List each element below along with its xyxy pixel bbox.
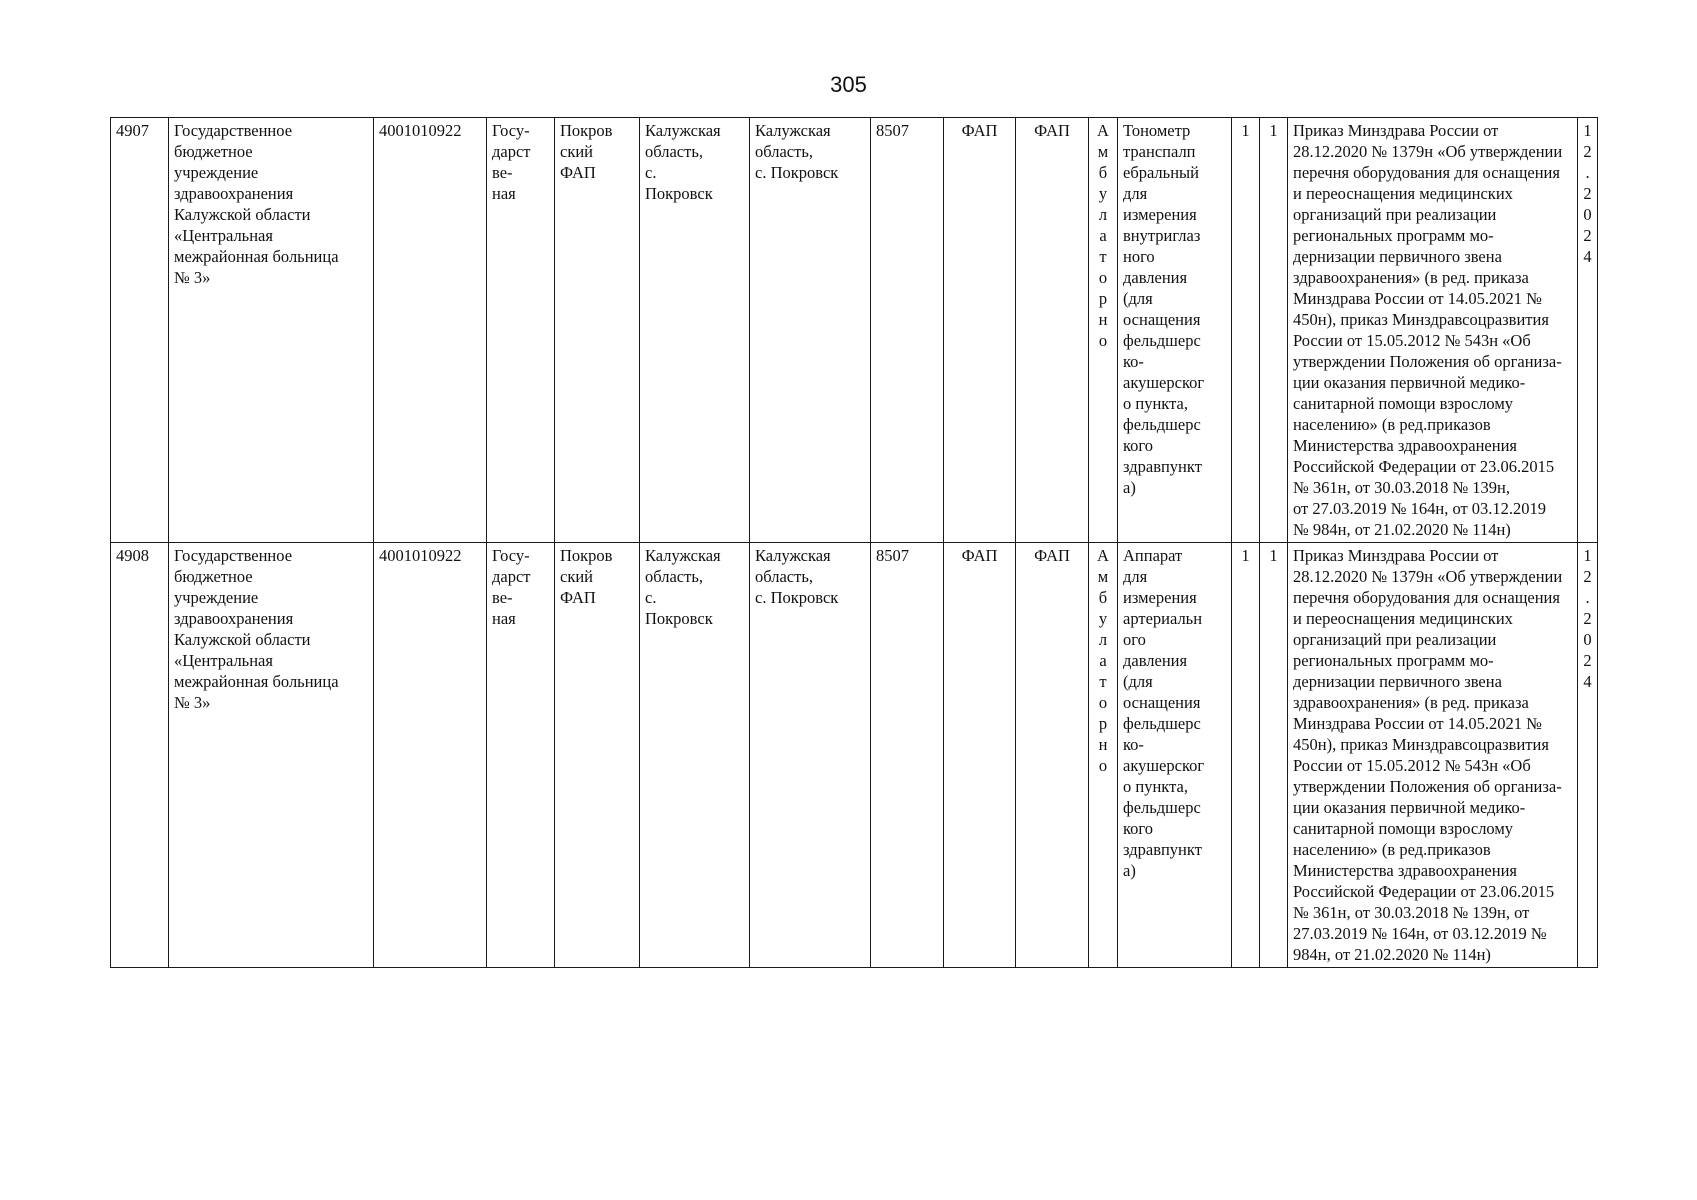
equipment-line: акушерског bbox=[1123, 373, 1205, 392]
row-id-cell bbox=[111, 543, 169, 968]
term-cell bbox=[1578, 543, 1598, 968]
equipment-line: ного bbox=[1123, 247, 1155, 266]
mode-letter: б bbox=[1098, 163, 1108, 182]
unit-line: ФАП bbox=[560, 588, 596, 607]
equipment-line: ого bbox=[1123, 630, 1146, 649]
equipment-cell bbox=[1118, 118, 1232, 543]
location-line: с. Покровск bbox=[755, 163, 839, 182]
institution-line: Государственное bbox=[174, 121, 293, 140]
institution-line: межрайонная больница bbox=[174, 672, 339, 691]
mode-letter: м bbox=[1097, 142, 1109, 161]
legal-basis-line: 28.12.2020 № 1379н «Об утверждении bbox=[1293, 142, 1563, 161]
type-a-cell bbox=[944, 543, 1016, 968]
legal-basis-line: и переоснащения медицинских bbox=[1293, 609, 1513, 628]
mode-letter: м bbox=[1097, 567, 1109, 586]
code-cell bbox=[871, 118, 944, 543]
qty-2-text: 1 bbox=[1269, 546, 1278, 565]
institution-line: учреждение bbox=[174, 588, 259, 607]
equipment-line: измерения bbox=[1123, 205, 1197, 224]
equipment-line: для bbox=[1123, 567, 1148, 586]
legal-basis-line: региональных программ мо- bbox=[1293, 651, 1494, 670]
mode-letter: А bbox=[1097, 121, 1109, 140]
mode-letter: о bbox=[1098, 693, 1108, 712]
ownership-cell bbox=[487, 118, 555, 543]
legal-basis-cell bbox=[1288, 543, 1578, 968]
page-number: 305 bbox=[830, 72, 867, 97]
equipment-line: давления bbox=[1123, 268, 1188, 287]
type-b-text: ФАП bbox=[1034, 546, 1070, 565]
legal-basis-line: ции оказания первичной медико- bbox=[1293, 373, 1526, 392]
legal-basis-line: № 984н, от 21.02.2020 № 114н) bbox=[1293, 520, 1511, 539]
legal-basis-line: здравоохранения» (в ред. приказа bbox=[1293, 268, 1529, 287]
ownership-line: дарст bbox=[492, 567, 531, 586]
mode-cell bbox=[1089, 118, 1118, 543]
institution-line: № 3» bbox=[174, 693, 211, 712]
legal-basis-line: перечня оборудования для оснащения bbox=[1293, 163, 1560, 182]
mode-letter: л bbox=[1098, 205, 1108, 224]
qty-1-cell bbox=[1232, 118, 1260, 543]
institution-line: № 3» bbox=[174, 268, 211, 287]
row-id-text: 4908 bbox=[116, 546, 149, 565]
code-text: 8507 bbox=[876, 546, 909, 565]
equipment-line: кого bbox=[1123, 436, 1154, 455]
equipment-line: измерения bbox=[1123, 588, 1197, 607]
institution-line: Калужской области bbox=[174, 205, 311, 224]
legal-basis-line: утверждении Положения об организа- bbox=[1293, 777, 1562, 796]
mode-letter: т bbox=[1099, 672, 1107, 691]
ownership-line: ве- bbox=[492, 163, 513, 182]
qty-2-cell bbox=[1260, 118, 1288, 543]
equipment-line: оснащения bbox=[1123, 310, 1201, 329]
unit-cell bbox=[555, 543, 640, 968]
legal-basis-line: санитарной помощи взрослому bbox=[1293, 819, 1514, 838]
institution-line: Государственное bbox=[174, 546, 293, 565]
equipment-line: Аппарат bbox=[1123, 546, 1183, 565]
qty-1-text: 1 bbox=[1241, 121, 1250, 140]
mode-letter: н bbox=[1098, 310, 1108, 329]
legal-basis-line: дернизации первичного звена bbox=[1293, 672, 1502, 691]
legal-basis-line: Приказ Минздрава России от bbox=[1293, 121, 1499, 140]
legal-basis-line: утверждении Положения об организа- bbox=[1293, 352, 1562, 371]
unit-line: Покров bbox=[560, 546, 613, 565]
equipment-line: артериальн bbox=[1123, 609, 1203, 628]
address-line: Покровск bbox=[645, 609, 713, 628]
equipment-line: о пункта, bbox=[1123, 777, 1188, 796]
legal-basis-cell bbox=[1288, 118, 1578, 543]
institution-line: бюджетное bbox=[174, 142, 253, 161]
legal-basis-line: 28.12.2020 № 1379н «Об утверждении bbox=[1293, 567, 1563, 586]
qty-2-text: 1 bbox=[1269, 121, 1278, 140]
legal-basis-line: и переоснащения медицинских bbox=[1293, 184, 1513, 203]
legal-basis-line: Министерства здравоохранения bbox=[1293, 436, 1518, 455]
inn-text: 4001010922 bbox=[379, 546, 462, 565]
legal-basis-line: 450н), приказ Минздравсоцразвития bbox=[1293, 310, 1549, 329]
mode-letter: р bbox=[1098, 289, 1108, 308]
equipment-line: (для bbox=[1123, 289, 1153, 308]
equipment-table bbox=[110, 117, 1598, 968]
mode-letter: р bbox=[1098, 714, 1108, 733]
legal-basis-line: санитарной помощи взрослому bbox=[1293, 394, 1514, 413]
ownership-line: дарст bbox=[492, 142, 531, 161]
unit-line: ФАП bbox=[560, 163, 596, 182]
equipment-line: а) bbox=[1123, 861, 1136, 880]
mode-letter: о bbox=[1098, 331, 1108, 350]
legal-basis-line: Министерства здравоохранения bbox=[1293, 861, 1518, 880]
equipment-line: а) bbox=[1123, 478, 1136, 497]
legal-basis-line: Минздрава России от 14.05.2021 № bbox=[1293, 289, 1542, 308]
code-cell bbox=[871, 543, 944, 968]
mode-letter: у bbox=[1098, 609, 1108, 628]
row-id-text: 4907 bbox=[116, 121, 149, 140]
mode-letter: л bbox=[1098, 630, 1108, 649]
equipment-line: оснащения bbox=[1123, 693, 1201, 712]
unit-line: Покров bbox=[560, 121, 613, 140]
type-b-text: ФАП bbox=[1034, 121, 1070, 140]
equipment-line: для bbox=[1123, 184, 1148, 203]
mode-cell bbox=[1089, 543, 1118, 968]
equipment-line: внутриглаз bbox=[1123, 226, 1201, 245]
location-cell bbox=[750, 543, 871, 968]
institution-line: здравоохранения bbox=[174, 184, 294, 203]
equipment-line: ко- bbox=[1123, 352, 1144, 371]
legal-basis-line: ции оказания первичной медико- bbox=[1293, 798, 1526, 817]
location-line: область, bbox=[755, 142, 813, 161]
legal-basis-line: населению» (в ред.приказов bbox=[1293, 415, 1491, 434]
mode-letter: А bbox=[1097, 546, 1109, 565]
type-a-cell bbox=[944, 118, 1016, 543]
legal-basis-line: России от 15.05.2012 № 543н «Об bbox=[1293, 331, 1531, 350]
location-line: Калужская bbox=[755, 546, 831, 565]
inn-text: 4001010922 bbox=[379, 121, 462, 140]
equipment-line: здравпункт bbox=[1123, 457, 1202, 476]
type-a-text: ФАП bbox=[961, 121, 998, 140]
location-line: Калужская bbox=[755, 121, 831, 140]
legal-basis-line: организаций при реализации bbox=[1293, 630, 1497, 649]
institution-line: «Центральная bbox=[174, 651, 273, 670]
legal-basis-line: Российской Федерации от 23.06.2015 bbox=[1293, 882, 1555, 901]
legal-basis-line: 450н), приказ Минздравсоцразвития bbox=[1293, 735, 1549, 754]
legal-basis-line: населению» (в ред.приказов bbox=[1293, 840, 1491, 859]
table-row bbox=[111, 543, 1598, 968]
equipment-line: транспалп bbox=[1123, 142, 1196, 161]
equipment-line: о пункта, bbox=[1123, 394, 1188, 413]
mode-letter: а bbox=[1099, 226, 1107, 245]
mode-letter: а bbox=[1099, 651, 1107, 670]
unit-cell bbox=[555, 118, 640, 543]
address-line: Калужская bbox=[645, 546, 721, 565]
legal-basis-line: Российской Федерации от 23.06.2015 bbox=[1293, 457, 1555, 476]
legal-basis-line: Минздрава России от 14.05.2021 № bbox=[1293, 714, 1542, 733]
equipment-line: ко- bbox=[1123, 735, 1144, 754]
mode-letter: у bbox=[1098, 184, 1108, 203]
mode-letter: т bbox=[1099, 247, 1107, 266]
equipment-cell bbox=[1118, 543, 1232, 968]
mode-letter: о bbox=[1098, 268, 1108, 287]
legal-basis-line: региональных программ мо- bbox=[1293, 226, 1494, 245]
legal-basis-line: дернизации первичного звена bbox=[1293, 247, 1502, 266]
institution-line: межрайонная больница bbox=[174, 247, 339, 266]
location-line: с. Покровск bbox=[755, 588, 839, 607]
unit-line: ский bbox=[560, 567, 593, 586]
code-text: 8507 bbox=[876, 121, 909, 140]
legal-basis-line: здравоохранения» (в ред. приказа bbox=[1293, 693, 1529, 712]
qty-1-text: 1 bbox=[1241, 546, 1250, 565]
qty-1-cell bbox=[1232, 543, 1260, 968]
term-cell bbox=[1578, 118, 1598, 543]
ownership-line: ная bbox=[492, 184, 516, 203]
equipment-line: давления bbox=[1123, 651, 1188, 670]
legal-basis-line: организаций при реализации bbox=[1293, 205, 1497, 224]
institution-line: бюджетное bbox=[174, 567, 253, 586]
inn-cell bbox=[374, 543, 487, 968]
equipment-line: кого bbox=[1123, 819, 1154, 838]
type-a-text: ФАП bbox=[961, 546, 998, 565]
legal-basis-line: перечня оборудования для оснащения bbox=[1293, 588, 1560, 607]
location-line: область, bbox=[755, 567, 813, 586]
equipment-line: фельдшерс bbox=[1123, 798, 1201, 817]
term-line: 2024 bbox=[1583, 184, 1592, 266]
equipment-line: фельдшерс bbox=[1123, 714, 1201, 733]
type-b-cell bbox=[1016, 118, 1089, 543]
equipment-line: фельдшерс bbox=[1123, 415, 1201, 434]
institution-cell bbox=[169, 118, 374, 543]
mode-letter: н bbox=[1098, 735, 1108, 754]
institution-cell bbox=[169, 543, 374, 968]
ownership-cell bbox=[487, 543, 555, 968]
equipment-line: фельдшерс bbox=[1123, 331, 1201, 350]
type-b-cell bbox=[1016, 543, 1089, 968]
term-line: 12. bbox=[1583, 546, 1592, 607]
ownership-line: Госу- bbox=[492, 121, 530, 140]
address-line: с. bbox=[645, 588, 657, 607]
institution-line: «Центральная bbox=[174, 226, 273, 245]
ownership-line: Госу- bbox=[492, 546, 530, 565]
legal-basis-line: № 361н, от 30.03.2018 № 139н, от bbox=[1293, 903, 1530, 922]
address-line: область, bbox=[645, 142, 703, 161]
equipment-line: (для bbox=[1123, 672, 1153, 691]
equipment-line: Тонометр bbox=[1123, 121, 1191, 140]
address-cell bbox=[640, 543, 750, 968]
institution-line: Калужской области bbox=[174, 630, 311, 649]
ownership-line: ве- bbox=[492, 588, 513, 607]
legal-basis-line: Приказ Минздрава России от bbox=[1293, 546, 1499, 565]
legal-basis-line: России от 15.05.2012 № 543н «Об bbox=[1293, 756, 1531, 775]
equipment-line: здравпункт bbox=[1123, 840, 1202, 859]
location-cell bbox=[750, 118, 871, 543]
equipment-line: ебральный bbox=[1123, 163, 1199, 182]
qty-2-cell bbox=[1260, 543, 1288, 968]
address-cell bbox=[640, 118, 750, 543]
mode-letter: о bbox=[1098, 756, 1108, 775]
term-line: 12. bbox=[1583, 121, 1592, 182]
mode-letters-stack bbox=[1094, 545, 1112, 776]
equipment-line: акушерског bbox=[1123, 756, 1205, 775]
legal-basis-line: от 27.03.2019 № 164н, от 03.12.2019 bbox=[1293, 499, 1547, 518]
row-id-cell bbox=[111, 118, 169, 543]
mode-letters-stack bbox=[1094, 120, 1112, 351]
table-row bbox=[111, 118, 1598, 543]
institution-line: здравоохранения bbox=[174, 609, 294, 628]
mode-letter: б bbox=[1098, 588, 1108, 607]
term-line: 2024 bbox=[1583, 609, 1592, 691]
institution-line: учреждение bbox=[174, 163, 259, 182]
ownership-line: ная bbox=[492, 609, 516, 628]
address-line: с. bbox=[645, 163, 657, 182]
unit-line: ский bbox=[560, 142, 593, 161]
address-line: Калужская bbox=[645, 121, 721, 140]
inn-cell bbox=[374, 118, 487, 543]
address-line: Покровск bbox=[645, 184, 713, 203]
legal-basis-line: 984н, от 21.02.2020 № 114н) bbox=[1293, 945, 1491, 964]
legal-basis-line: № 361н, от 30.03.2018 № 139н, bbox=[1293, 478, 1511, 497]
legal-basis-line: 27.03.2019 № 164н, от 03.12.2019 № bbox=[1293, 924, 1547, 943]
address-line: область, bbox=[645, 567, 703, 586]
